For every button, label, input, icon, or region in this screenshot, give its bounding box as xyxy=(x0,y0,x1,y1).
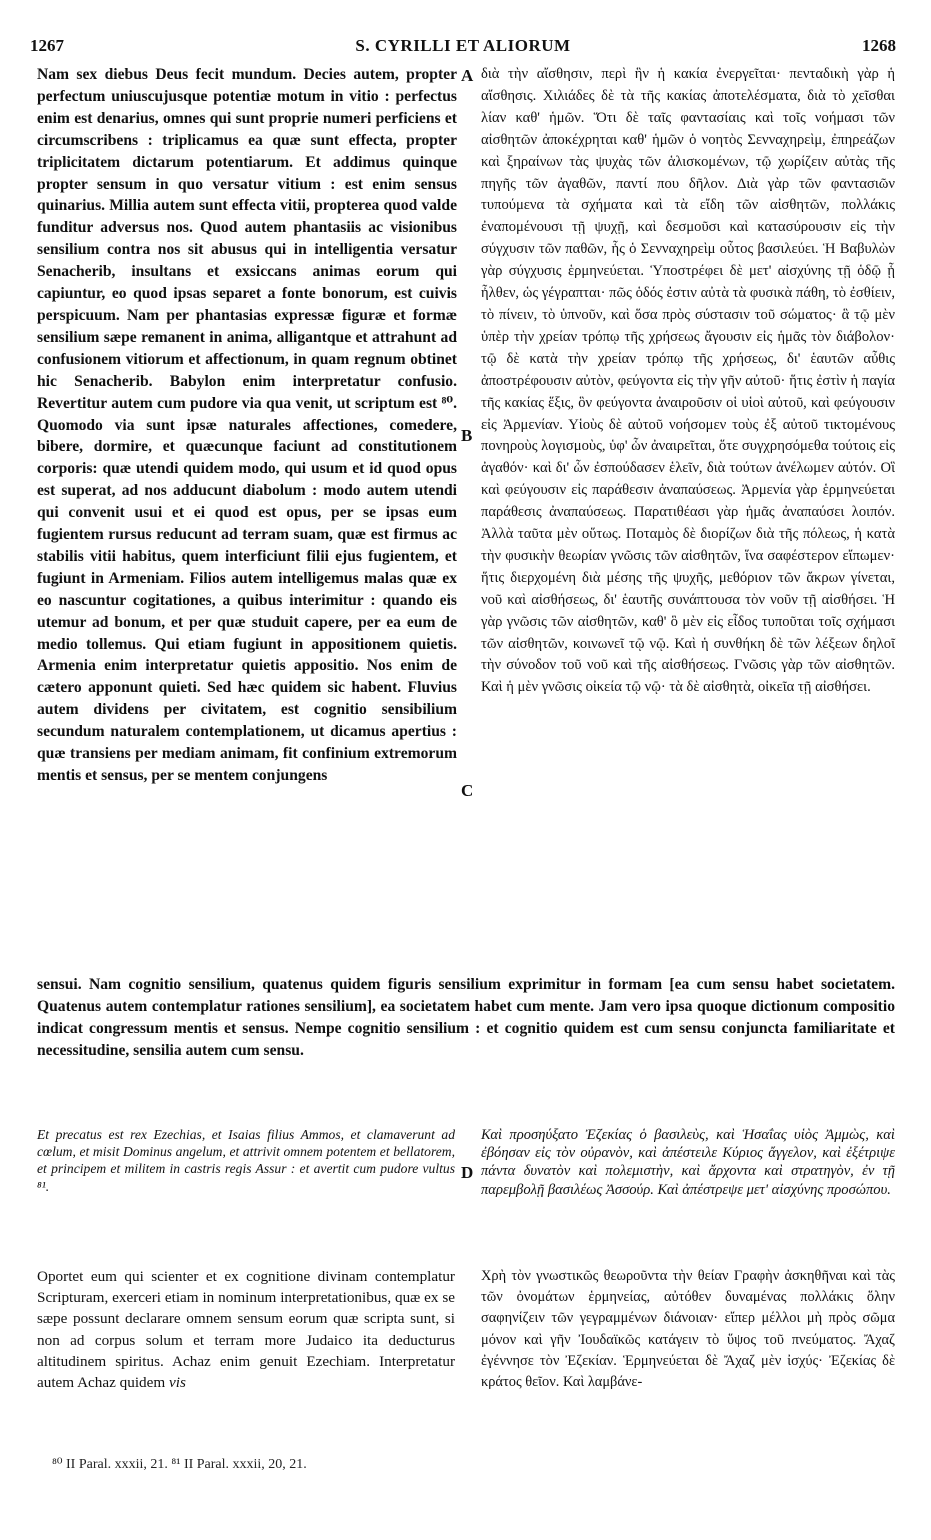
footnotes: ⁸⁰ II Paral. xxxii, 21. ⁸¹ II Paral. xxxii, 20, 21. xyxy=(52,1457,307,1472)
greek-scripture-quote xyxy=(481,1126,895,1256)
latin-italic-word: vis xyxy=(169,1374,186,1392)
greek-column-bottom xyxy=(481,1266,895,1426)
latin-paragraph: sensui. Nam cognitio sensilium, quatenus quidem figuris sensilium exprimitur in formam [ea cum sensu habet societatem. Quatenus autem contemplatur rationes sensilium], ea societatem habet cum mente. Jam vero ipsa quoque dictionum compositio indicat congressum mentis et sensus. Nempe cognitio sensilium : et cognitio quidem est cum sensu conjuncta familiaritate et necessitudine, sensilia autem cum sensu. xyxy=(37,976,895,1059)
greek-paragraph: Χρὴ τὸν γνωστικῶς θεωροῦντα τὴν θείαν Γραφὴν ἀσκηθῆναι καὶ τὰς τῶν ὀνομάτων ἑρμηνείας, αὐτόθεν δυναμένας πολλάκις ὅλην σαφηνίζειν τῶν γεγραμμένων διάνοιαν· εἴπερ μέλλοι μὴ πρὸς σῶμα μόνον καὶ γῆν Ἰουδαϊκῶς κατάγειν τὸ ὕψος τοῦ πνεύματος. Ἄχαζ ἐγέννησε τὸν Ἐζεκίαν. Ἑρμηνεύεται δὲ Ἄχαζ μὲν ἰσχύς· Ἐζεκίας δὲ κράτος θεῖον. Καὶ λαμβάνε- xyxy=(481,1268,895,1391)
running-header xyxy=(30,36,896,62)
right-page-number: 1268 xyxy=(862,36,896,55)
latin-paragraph xyxy=(37,1266,455,1393)
margin-marker-a: A xyxy=(461,66,474,85)
latin-paragraph: Nam sex diebus Deus fecit mundum. Decies autem, propter perfectum uniuscujusque potentiæ motum in vitio : perfectus enim est denarius, omnes qui sunt proprie numeri perficiens et circumscribens : triplicamus ea quæ sunt effecta, propter triplicitatem dictarum potentiarum. Et addimus quinque propter sensum in quo versatur vitium : est enim sensus quinarius. Millia autem sunt effecta vitii, propterea quod valde funditur adversus nos. Quod autem phantasiis ac visionibus sensilium contra nos sit abusus qui in intelligentia versatur Senacherib, insultans et exsiccans animas eorum qui capiuntur, eo quod ipsas separet a fonte bonorum, est cuivis perspicuum. Nam per phantasias expressæ figuræ et formæ sensilium sæpe remanent in anima, alligantque et attrahunt ad confusionem vitiorum et affectionum, in quam regnum obtinet hic Senacherib. Babylon enim interpretatur confusio. Revertitur autem cum pudore via qua venit, ut scriptum est ⁸⁰. Quomodo via sunt ipsæ naturales affectiones, comedere, bibere, dormire, et quæcunque faciunt ad constitutionem corporis: quæ utendi quidem modo, qui usum et id quod opus est superat, ad nos adducunt diabolum : modo autem utendi qui convenit usui et ei quod est opus, per se ipsas eum fugientem rursus reducunt ad terram suam, quæ est firmus ac stabilis vitii habitus, quem interficiunt filii ejus fugientem, et fugiunt in Armeniam. Filios autem intelligemus malas quæ ex eo nascuntur cogitationes, a quibus interimitur : quando eis utemur ad bonum, et per quæ studuit capere, per ea eum de medio tollemus. Qui etiam fugiunt in appositionem quietis. Armenia enim interpretatur quietis appositio. Nos enim de cætero apponunt quieti. Sed hæc quidem sic habent. Fluvius autem dividens per civitatem, est cognitio sensibilium secundum naturalem contemplationem, ut dicamus apertius : quæ transiens per mediam animam, fit confinium extremorum mentis et sensus, per se mentem conjungens xyxy=(37,66,457,784)
latin-column-top xyxy=(37,64,457,976)
left-page-number: 1267 xyxy=(30,36,64,55)
greek-paragraph: διὰ τὴν αἴσθησιν, περὶ ἣν ἡ κακία ἐνεργεῖται· πενταδικὴ γὰρ ἡ αἴσθησις. Χιλιάδες δὲ τὰ τῆς κακίας ἀποτελέσματα, διὰ τὸ χεῖσθαι λίαν καθ' ἡμῶν. Ὅτι δὲ ταῖς φαντασίαις καὶ τοῖς νοήμασι τῶν αἰσθητῶν ἀποκέχρηται καθ' ἡμῶν ὁ νοητὸς Σενναχηρεὶμ, ἐπηρεάζων καὶ ξηραίνων τὰς ψυχὰς τῶν ἁλισκομένων, τῷ χωρίζειν αὐτὰς τῆς πηγῆς τῶν ἀγαθῶν, παντί που δῆλον. Διὰ γὰρ τῶν φαντασιῶν τυπούμενα τὰ σχήματα καὶ τὰ εἴδη τῶν αἰσθητῶν, πολλάκις ἐναπομένουσι τῇ ψυχῇ, καὶ δεσμοῦσι καὶ κατασύρουσιν εἰς τὴν σύγχυσιν τῶν παθῶν, ἧς ὁ Σενναχηρεὶμ οὗτος βασιλεύει. Ἡ Βαβυλὼν γὰρ σύγχυσις ἑρμηνεύεται. Ὑποστρέφει δὲ μετ' αἰσχύνης τῇ ὁδῷ ᾗ ἦλθεν, ὡς γέγραπται· πῶς ὁδός ἐστιν αὐτὰ τὰ φυσικὰ πάθη, τὸ ἐσθίειν, τὸ πίνειν, τὸ ὑπνοῦν, καὶ ὅσα πρὸς σύστασιν τοῦ σώματος· ἃ τῷ μὲν ὑπὲρ τὴν χρείαν τρόπῳ τῆς χρήσεως ἄγουσιν εἰς ἡμᾶς τὸν διάβολον· τῷ δὲ κατὰ τὴν χρείαν τρόπῳ τῆς χρήσεως, δι' ἑαυτῶν αὖθις ἀποστρέφουσιν αὐτὸν, φεύγοντα εἰς τὴν γῆν αὐτοῦ· ἥτις ἐστὶν ἡ παγία τῆς κακίας ἕξις, ὃν φεύγοντα ἀναιροῦσιν οἱ υἱοὶ αὐτοῦ, καὶ φεύγουσιν εἰς Ἀρμενίαν. Υἱοὺς δὲ αὐτοῦ νοήσομεν τοὺς ἐξ αὐτοῦ τικτομένους πονηροὺς λογισμοὺς, ὑφ' ὧν ἀναιρεῖται, ὅτε συγχρησόμεθα τούτοις εἰς ἀγαθόν· καὶ δι' ὧν ἐσπούδασεν ἑλεῖν, διὰ τούτων ἀνέλωμεν αὐτόν. Οἳ καὶ φεύγουσιν εἰς παράθεσιν ἀναπαύσεως. Ἀρμενία γὰρ ἑρμηνεύεται παράθεσις ἀναπαύσεως. Παρατιθέασι γὰρ ἡμᾶς ἀναπαύσει λοιπόν. Ἀλλὰ ταῦτα μὲν οὕτως. Ποταμὸς δὲ διορίζων διὰ τῆς πόλεως, ἡ κατὰ τὴν φυσικὴν θεωρίαν γνῶσις τῶν αἰσθητῶν, ἵνα σαφέστερον εἴπωμεν· ἥτις διερχομένη διὰ μέσης τῆς ψυχῆς, μεθόριον τῶν ἄκρων γίνεται, νοῦ καὶ αἰσθήσεως, δι' ἑαυτῆς συνάπτουσα τὸν νοῦν τῇ αἰσθήσει. Ἡ γὰρ γνῶσις τῶν αἰσθητῶν, καθ' ὃ μὲν εἰς εἶδος τυποῦται τοῖς σχήμασι τῶν αἰσθητῶν, κοινωνεῖ τῷ νῷ. Καὶ ἡ συνθήκη δὲ τῶν λέξεων δηλοῖ τὴν σύνοδον τοῦ νοῦ καὶ τῆς αἰσθήσεως. Γνῶσις γὰρ τῶν αἰσθητῶν. Καὶ ἡ μὲν γνῶσις οἰκεία τῷ νῷ· τὰ δὲ αἰσθητὰ, οἰκεῖα τῇ αἰσθήσει. xyxy=(481,66,895,696)
latin-scripture-quote xyxy=(37,1126,455,1246)
latin-paragraph-text: Oportet eum qui scienter et ex cognitione divinam contemplatur Scripturam, exerceri etiam in nominum interpretationibus, quæ ex se sæpe possunt declarare omnem sensum eorum quæ scripta sunt, si non ad corpus solum et terram more Judaico ita deducturus altitudinem spiritus. Achaz enim genuit Ezechiam. Interpretatur autem Achaz quidem xyxy=(37,1268,455,1392)
greek-quote-text: Καὶ προσηύξατο Ἐζεκίας ὁ βασιλεὺς, καὶ Ἡσαΐας υἱὸς Ἀμμὼς, καὶ ἐβόησαν εἰς τὸν οὐρανὸν, καὶ ἀπέστειλε Κύριος ἄγγελον, καὶ ἐξέτριψε πάντα δυνατὸν καὶ πολεμιστὴν, καὶ ἄρχοντα καὶ στρατηγὸν, ἐν τῇ παρεμβολῇ βασιλέως Ἀσσούρ. Καὶ ἀπέστρεψε μετ' αἰσχύνης προσώπου. xyxy=(481,1127,895,1198)
latin-full-width-paragraph xyxy=(37,974,895,1124)
latin-quote-text: Et precatus est rex Ezechias, et Isaias filius Ammos, et clamaverunt ad cœlum, et misit Dominus angelum, et attrivit omnem potentem et bellatorem, et principem et militem in castris regis Assur : et avertit cum pudore vultus ⁸¹. xyxy=(37,1127,455,1194)
running-title: S. CYRILLI ET ALIORUM xyxy=(355,36,571,55)
margin-marker-d: D xyxy=(461,1163,474,1182)
margin-marker-c: C xyxy=(461,781,474,800)
margin-marker-b: B xyxy=(461,426,473,445)
latin-column-bottom xyxy=(37,1266,455,1426)
greek-column-top xyxy=(481,64,895,976)
